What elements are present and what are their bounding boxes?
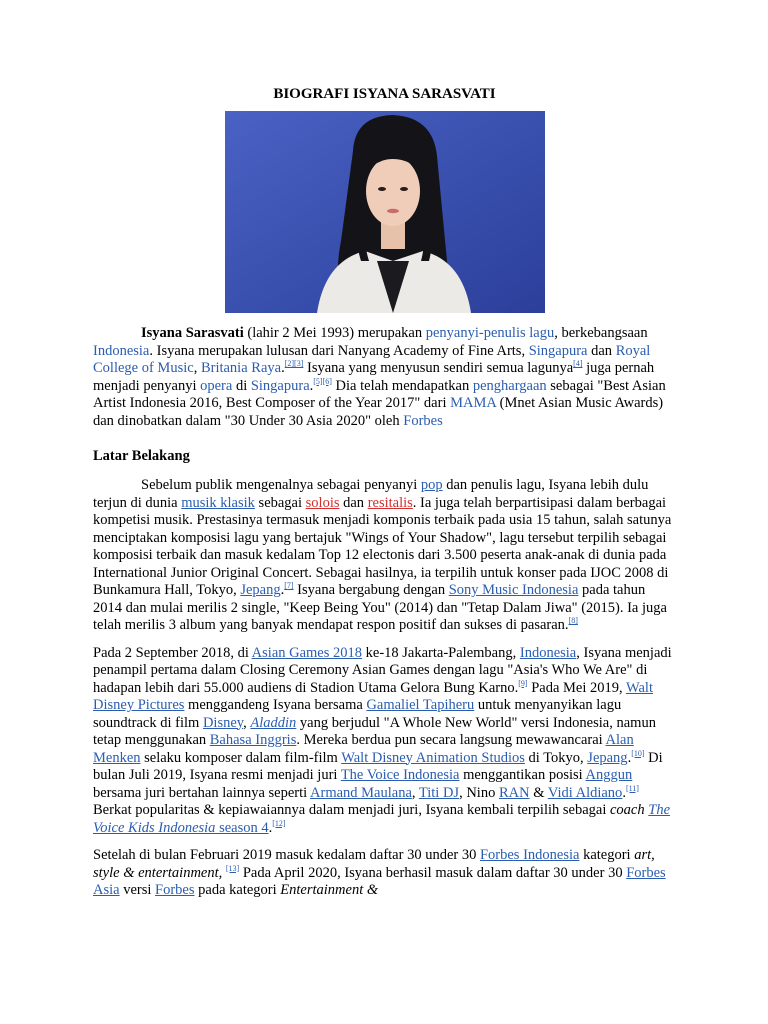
link-the-voice-kids-indonesia[interactable]: The Voice Kids Indonesia xyxy=(93,802,670,836)
citation-6[interactable]: [6] xyxy=(322,376,332,386)
citation-2[interactable]: [2] xyxy=(284,359,295,369)
link-aladdin[interactable]: Aladdin xyxy=(250,714,297,731)
body-text: . xyxy=(280,582,285,598)
intro-text: dan xyxy=(587,342,616,359)
link-resitalis[interactable]: resitalis xyxy=(367,494,413,511)
body-text: pada tahun 2014 dan mulai merilis 2 single, "Keep Being You" (2014) dan "Tetap Dalam Jiwa" (2015). Ia juga telah merilis 3 album yang banyak mendapat respon positif dan sukses di pasaran. xyxy=(93,582,667,633)
link-asian-games-2018[interactable]: Asian Games 2018 xyxy=(251,644,363,661)
citation-10[interactable]: [10] xyxy=(631,748,645,758)
intro-text: Isyana yang menyusun sendiri semua lagunya xyxy=(303,360,574,376)
intro-paragraph xyxy=(93,325,676,430)
link-opera[interactable]: opera xyxy=(200,377,233,394)
intro-text: . xyxy=(309,377,314,394)
citation-4[interactable]: [4] xyxy=(573,359,583,369)
link-royal-college-of-music[interactable]: Royal College of Music xyxy=(93,342,651,376)
body-text: selaku komposer dalam film-film xyxy=(140,749,342,766)
link-penghargaan[interactable]: penghargaan xyxy=(472,377,547,394)
link-indonesia[interactable]: Indonesia xyxy=(519,644,577,661)
body-text: pada kategori xyxy=(194,882,281,898)
link-mama[interactable]: MAMA xyxy=(450,395,497,411)
citation-11[interactable]: [11] xyxy=(625,783,639,793)
intro-text: sebagai "Best Asian Artist Indonesia 2016, Best Composer of the Year 2017" dari xyxy=(93,377,666,411)
link-ran[interactable]: RAN xyxy=(498,784,530,801)
body-text: Di bulan Juli 2019, Isyana resmi menjadi juri xyxy=(93,749,663,783)
link-vidi-aldiano[interactable]: Vidi Aldiano xyxy=(547,784,623,801)
body-text: dan xyxy=(339,494,368,511)
body-text: , xyxy=(411,784,419,801)
link-gamaliel-tapiheru[interactable]: Gamaliel Tapiheru xyxy=(366,697,475,713)
link-britania-raya[interactable]: Britania Raya xyxy=(200,360,282,376)
body-text: . xyxy=(627,749,632,766)
intro-text: , xyxy=(193,360,201,376)
citation-8[interactable]: [8] xyxy=(568,616,578,626)
intro-text: (lahir 2 Mei 1993) merupakan xyxy=(243,325,426,341)
link-forbes[interactable]: Forbes xyxy=(403,412,443,429)
link-sony-music-indonesia[interactable]: Sony Music Indonesia xyxy=(448,582,579,598)
intro-text: juga pernah menjadi penyanyi xyxy=(93,360,655,394)
body-text: Pada 2 September 2018, di xyxy=(93,644,252,661)
body-text: & xyxy=(529,784,548,801)
link-pop[interactable]: pop xyxy=(420,477,443,493)
body-text: sebagai xyxy=(254,494,306,511)
body-text: untuk menyanyikan lagu soundtrack di film xyxy=(93,697,622,731)
link-singapura[interactable]: Singapura xyxy=(528,342,588,359)
citation-3[interactable]: [3] xyxy=(294,359,304,369)
category-italic: Entertainment & xyxy=(280,882,379,898)
citation-13[interactable]: [13] xyxy=(225,863,240,873)
link-musik-klasik[interactable]: musik klasik xyxy=(181,494,255,511)
document-page xyxy=(93,86,676,900)
body-text: . xyxy=(268,819,273,836)
body-text: Sebelum publik mengenalnya sebagai penyanyi xyxy=(141,477,421,493)
body-text: , xyxy=(243,714,251,731)
intro-text: . xyxy=(281,360,285,376)
link-forbes-asia[interactable]: Forbes Asia xyxy=(93,864,666,898)
body-text: Setelah di bulan Februari 2019 masuk kedalam daftar 30 under 30 xyxy=(93,847,480,863)
intro-text: Dia telah mendapatkan xyxy=(331,377,473,394)
body-text: menggantikan posisi xyxy=(459,767,586,783)
category-italic: art, style & entertainment, xyxy=(93,847,655,881)
body-text: . Mereka berdua pun secara langsung mewawancarai xyxy=(296,732,606,748)
career-paragraph xyxy=(93,645,676,838)
body-text: Isyana bergabung dengan xyxy=(293,582,449,598)
link-walt-disney-animation-studios[interactable]: Walt Disney Animation Studios xyxy=(341,749,525,766)
citation-9[interactable]: [9] xyxy=(518,678,528,688)
document-title: BIOGRAFI ISYANA SARASVATI xyxy=(273,86,496,102)
body-text: , Nino xyxy=(459,784,499,801)
body-text: ke-18 Jakarta-Palembang, xyxy=(362,644,520,661)
body-text: bersama juri bertahan lainnya seperti xyxy=(93,784,311,801)
link-walt-disney-pictures[interactable]: Walt Disney Pictures xyxy=(93,679,653,713)
link-the-voice-indonesia[interactable]: The Voice Indonesia xyxy=(340,767,460,783)
citation-5[interactable]: [5] xyxy=(313,376,323,386)
link-bahasa-inggris[interactable]: Bahasa Inggris xyxy=(209,732,297,748)
body-text: Pada April 2020, Isyana berhasil masuk dalam daftar 30 under 30 xyxy=(239,864,627,881)
forbes-paragraph xyxy=(93,847,676,900)
intro-text: . Isyana merupakan lulusan dari Nanyang Academy of Fine Arts, xyxy=(149,342,529,359)
citation-7[interactable]: [7] xyxy=(284,581,294,591)
section-heading-latar-belakang: Latar Belakang xyxy=(93,448,190,464)
link-forbes-indonesia[interactable]: Forbes Indonesia xyxy=(479,847,580,863)
link-singapura[interactable]: Singapura xyxy=(250,377,310,394)
link-penyanyi-penulis-lagu[interactable]: penyanyi-penulis lagu xyxy=(425,325,555,341)
link-anggun[interactable]: Anggun xyxy=(585,767,633,783)
link-solois[interactable]: solois xyxy=(305,494,340,511)
body-text: yang berjudul "A Whole New World" versi Indonesia, namun tetap menggunakan xyxy=(93,714,656,748)
link-jepang[interactable]: Jepang xyxy=(240,582,281,598)
body-text: menggandeng Isyana bersama xyxy=(184,697,367,713)
portrait-illustration xyxy=(225,111,545,313)
body-text: versi xyxy=(119,882,156,898)
body-text: Pada Mei 2019, xyxy=(527,679,626,696)
body-text: Berkat popularitas & kepiawaiannya dalam menjadi juri, Isyana kembali terpilih sebagai xyxy=(93,802,610,818)
link-disney[interactable]: Disney xyxy=(202,714,244,731)
intro-text: , berkebangsaan xyxy=(554,325,648,341)
link-jepang[interactable]: Jepang xyxy=(587,749,628,766)
link-armand-maulana[interactable]: Armand Maulana xyxy=(310,784,412,801)
link-titi-dj[interactable]: Titi DJ xyxy=(418,784,460,801)
link-forbes[interactable]: Forbes xyxy=(155,882,195,898)
link-season-4[interactable]: season 4 xyxy=(215,819,269,836)
background-paragraph xyxy=(93,477,676,635)
body-text: kategori xyxy=(579,847,635,863)
body-text: , Isyana menjadi penampil pertama dalam Closing Ceremony Asian Games dengan lagu "Asia's Who We Are" di hadapan lebih dari 55.000 audiens di Stadion Utama Gelora Bung Karno. xyxy=(93,644,672,696)
body-text: . xyxy=(622,784,626,801)
subject-name: Isyana Sarasvati xyxy=(141,325,244,341)
body-text: . Ia juga telah berpartisipasi dalam berbagai kompetisi musik. Prestasinya termasuk menjadi komponis terbaik pada usia 15 tahun, salah satunya menciptakan komposisi lagu yang bertajuk "Wings of Your Shadow", lagu tersebut terpilih sebagai komposisi terbaik dan masuk kedalam Top 12 electonis dari 3.500 peserta anak-anak di dunia pada International Junior Original Concert. Sebagai hasilnya, ia terpilih untuk konser pada IJOC 2008 di Bunkamura Hall, Tokyo, xyxy=(93,494,672,598)
portrait-photo xyxy=(225,111,545,313)
intro-text: (Mnet Asian Music Awards) dan dinobatkan dalam "30 Under 30 Asia 2020" oleh xyxy=(93,395,664,429)
link-alan-menken[interactable]: Alan Menken xyxy=(93,732,634,766)
coach-italic: coach xyxy=(610,802,645,818)
link-indonesia[interactable]: Indonesia xyxy=(93,342,150,359)
body-text: di Tokyo, xyxy=(524,749,588,766)
intro-text: di xyxy=(232,377,251,394)
body-text: dan penulis lagu, Isyana lebih dulu terjun di dunia xyxy=(93,477,649,511)
citation-12[interactable]: [12] xyxy=(272,818,286,828)
